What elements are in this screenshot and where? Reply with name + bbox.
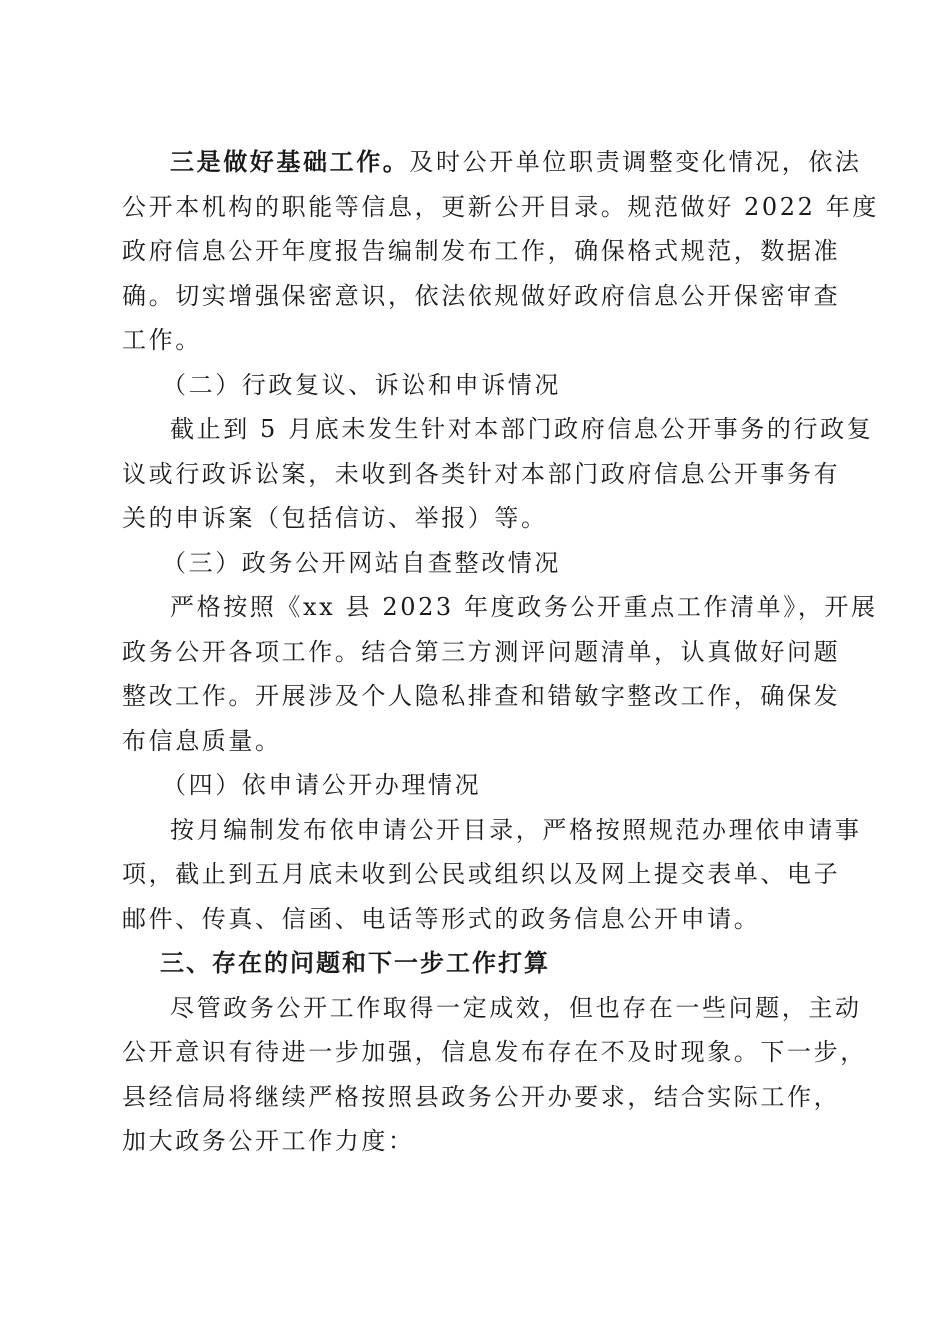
paragraph-line: 工作。 (122, 326, 202, 354)
subheading-application-disclosure: （四）依申请公开办理情况 (162, 771, 482, 799)
paragraph-line: 严格按照《xx 县 2023 年度政务公开重点工作清单》，开展 (170, 593, 878, 621)
paragraph-website-check (122, 585, 878, 763)
paragraph-line: 截止到 5 月底未发生针对本部门政府信息公开事务的行政复 (170, 415, 874, 443)
paragraph-line: 县经信局将继续严格按照县政务公开办要求，结合实际工作， (122, 1082, 841, 1111)
lead-text: 三是做好基础工作。 (170, 147, 410, 176)
paragraph-line: 公开本机构的职能等信息，更新公开目录。规范做好 2022 年度 (122, 192, 879, 221)
paragraph-line: 按月编制发布依申请公开目录，严格按照规范办理依申请事 (170, 815, 862, 844)
paragraph-line: 公开意识有待进一步加强，信息发布存在不及时现象。下一步， (122, 1038, 867, 1066)
paragraph-line: 整改工作。开展涉及个人隐私排查和错敏字整改工作，确保发 (122, 682, 841, 710)
paragraph-basic-work (122, 140, 879, 363)
paragraph-problems-plans (122, 986, 867, 1164)
paragraph-line: 议或行政诉讼案，未收到各类针对本部门政府信息公开事务有 (122, 459, 841, 488)
paragraph-line: 政府信息公开年度报告编制发布工作，确保格式规范，数据准 (122, 237, 841, 265)
paragraph-application-disclosure (122, 808, 862, 942)
paragraph-line: 政务公开各项工作。结合第三方测评问题清单，认真做好问题 (122, 637, 841, 666)
paragraph-line: 项，截止到五月底未收到公民或组织以及网上提交表单、电子 (122, 860, 841, 888)
document-page (122, 140, 879, 1164)
section-heading-problems-plans: 三、存在的问题和下一步工作打算 (160, 949, 550, 977)
paragraph-line: 三是做好基础工作。及时公开单位职责调整变化情况，依法 (170, 147, 862, 176)
paragraph-line: 加大政务公开工作力度： (122, 1127, 415, 1155)
paragraph-line: 确。切实增强保密意识，依法依规做好政府信息公开保密审查 (122, 281, 841, 310)
subheading-review-litigation: （二）行政复议、诉讼和申诉情况 (162, 370, 561, 399)
paragraph-line: 尽管政务公开工作取得一定成效，但也存在一些问题，主动 (170, 993, 862, 1022)
paragraph-line: 关的申诉案（包括信访、举报）等。 (122, 504, 548, 532)
paragraph-line: 邮件、传真、信函、电话等形式的政务信息公开申请。 (122, 904, 761, 933)
subheading-website-check: （三）政务公开网站自查整改情况 (162, 548, 561, 577)
paragraph-line: 布信息质量。 (122, 726, 282, 755)
paragraph-review-litigation (122, 407, 874, 541)
